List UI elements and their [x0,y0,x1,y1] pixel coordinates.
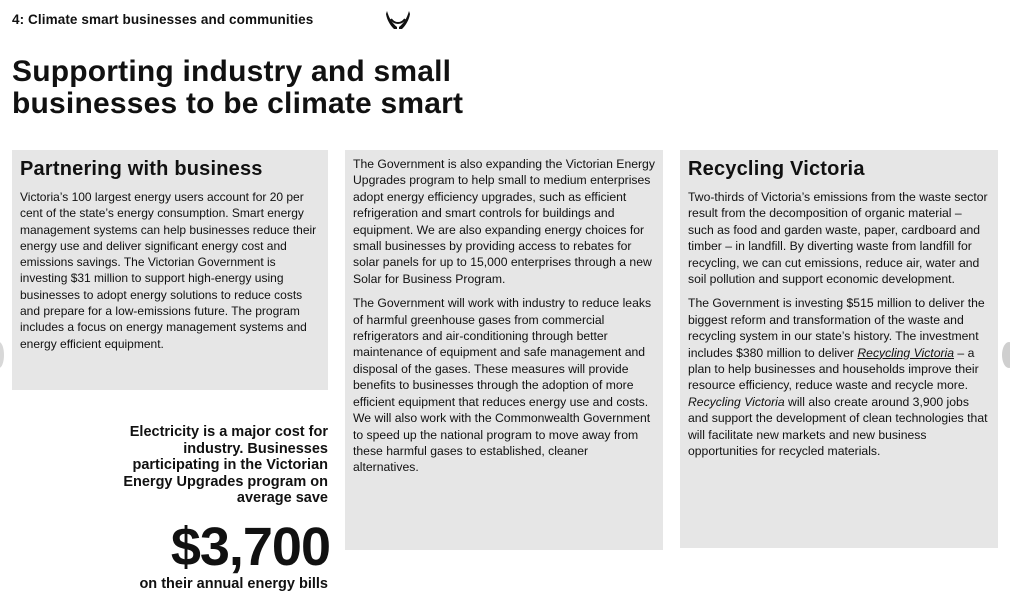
upgrades-panel [345,150,663,550]
recycling-para-2-c: will also create around 3,900 jobs and support the development of clean technologies that will facilitate new markets and new business opportunities for recycled materials. [688,394,988,459]
page-headline [12,56,612,120]
recycling-victoria-link[interactable]: Recycling Victoria [857,345,955,360]
recycling-para-2 [688,295,990,459]
headline-line-1: Supporting industry and small [12,55,452,88]
callout-lead: Electricity is a major cost for industry. Businesses participating in the Victorian Energy Upgrades program on average save [123,424,328,507]
recycling-victoria-emphasis: Recycling Victoria [688,394,785,409]
partnering-body: Victoria’s 100 largest energy users account for 20 per cent of the state’s energy consumption. Smart energy management systems can help businesses reduce their energy use and deliver significant energy cost and emissions savings. The Victorian Government is investing $31 million to support high-energy using businesses to adopt energy solutions to reduce costs and prepare for a low-emissions future. The program includes a focus on energy management systems and energy efficient equipment. [20,190,317,351]
recycling-para-2-b: – a plan to help businesses and households improve their resource efficiency, reduce waste and recycle more. [688,345,979,393]
hands-icon [384,8,412,30]
section-label: 4: Climate smart businesses and communities [12,12,314,27]
upgrades-para-2: The Government will work with industry to reduce leaks of harmful greenhouse gases from commercial refrigerators and air-conditioning through better maintenance of equipment and safe management and disposal of the gases. These measures will provide benefits to businesses through the adoption of more efficient equipment that reduces energy use and costs. We will also work with the Commonwealth Government to speed up the national program to move away from these harmful gases to established, cleaner alternatives. [353,296,652,475]
headline-line-2: businesses to be climate smart [12,87,464,120]
prev-page-handle[interactable] [0,342,4,368]
partnering-title: Partnering with business [20,158,263,180]
recycling-para-2-a: The Government is investing $515 million to deliver the biggest reform and transformation of the waste and recycling system in our state’s history. The investment includes $380 million to deliver [688,296,985,360]
recycling-panel [680,150,998,548]
recycling-para-1: Two-thirds of Victoria’s emissions from the waste sector result from the decomposition of organic material – such as food and garden waste, paper, cardboard and timber – in landfill. By diverting waste from landfill for recycling, we can cut emissions, reduce air, water and soil pollution and support economic development. [688,190,988,287]
recycling-title: Recycling Victoria [688,158,865,180]
upgrades-para-1: The Government is also expanding the Victorian Energy Upgrades program to help small to medium enterprises adopt energy efficiency upgrades, such as efficient refrigeration and smart controls for buildings and equipment. We are also expanding energy choices for small businesses by providing access to rebates for solar panels for up to 15,000 enterprises through a new Solar for Business Program. [353,157,655,286]
callout-tail: on their annual energy bills [139,576,328,592]
next-page-handle[interactable] [1002,342,1010,368]
partnering-panel [12,150,328,390]
savings-amount: $3,700 [170,517,330,577]
